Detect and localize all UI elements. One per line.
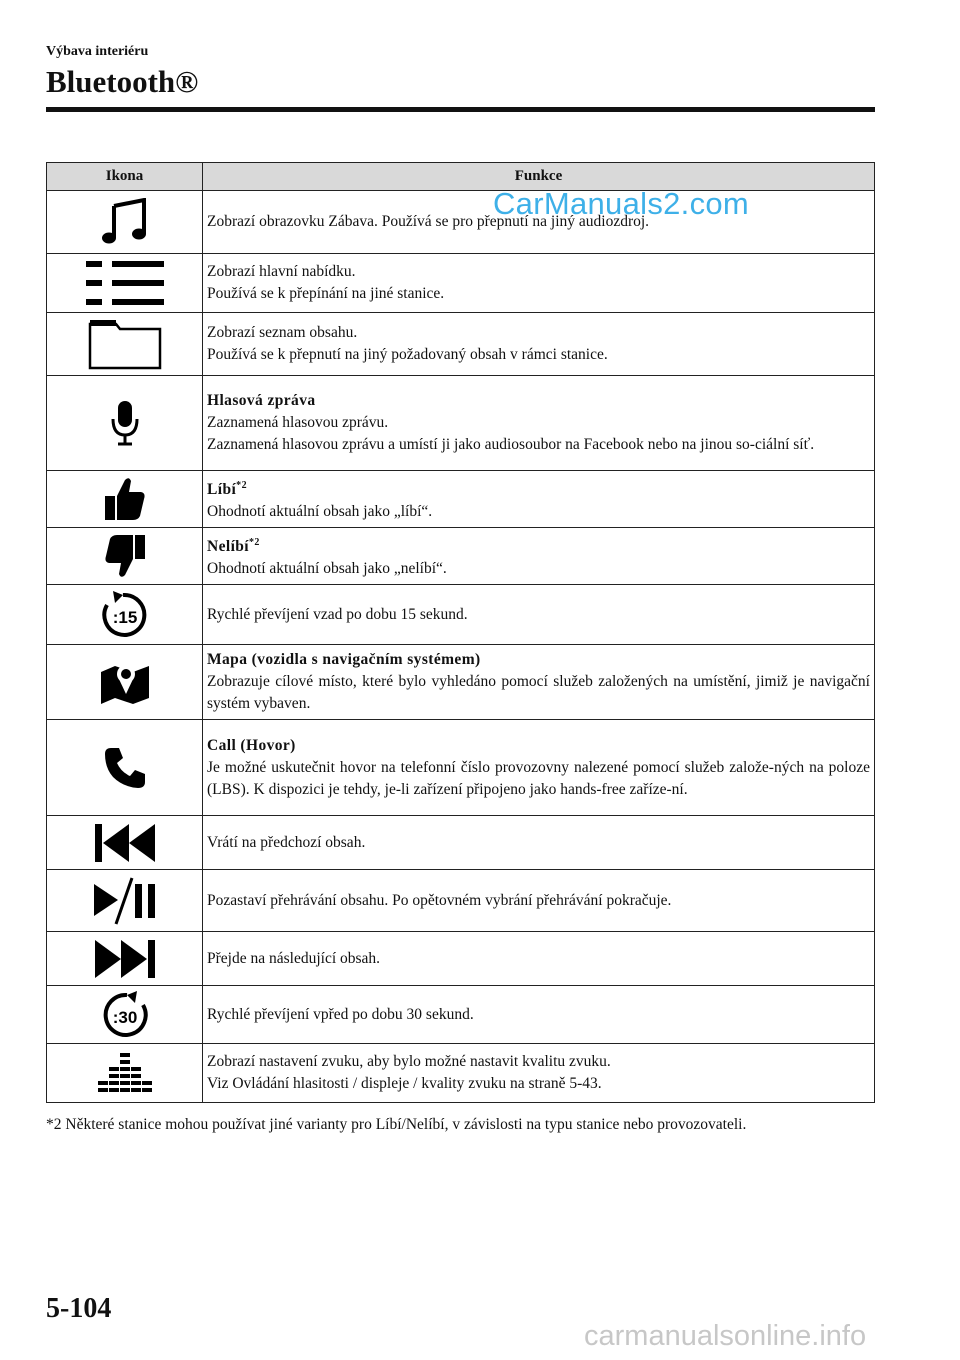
row-heading bbox=[207, 475, 870, 501]
row-description bbox=[203, 870, 875, 932]
page-title: Bluetooth® bbox=[46, 64, 199, 99]
icon-cell bbox=[47, 585, 203, 645]
description-line: Viz Ovládání hlasitosti / displeje / kvality zvuku na straně 5-43. bbox=[207, 1075, 602, 1093]
phone-icon bbox=[103, 746, 147, 790]
forward-30-label: :30 bbox=[112, 1007, 137, 1027]
next-track-icon bbox=[93, 938, 157, 980]
page-number: 5-104 bbox=[46, 1293, 112, 1324]
row-description bbox=[203, 585, 875, 645]
table-row bbox=[47, 471, 875, 528]
icon-cell bbox=[47, 816, 203, 870]
description-line: Zobrazí obrazovku Zábava. Používá se pro přepnutí na jiný audiozdroj. bbox=[207, 213, 650, 230]
heading-text: Nelíbí bbox=[207, 538, 250, 556]
icon-cell bbox=[47, 313, 203, 376]
carmanuals-watermark: CarManuals2.com bbox=[493, 186, 750, 221]
row-heading: Hlasová zpráva bbox=[207, 392, 316, 409]
description-line: Je možné uskutečnit hovor na telefonní číslo provozovny nalezené pomocí služeb založe-ných na poloze (LBS). K dispozici je tehdy, je-li zařízení připojeno jako hands-free zaříze-ní. bbox=[207, 758, 870, 798]
row-heading: Mapa (vozidla s navigačním systémem) bbox=[207, 651, 481, 669]
table-row bbox=[47, 645, 875, 720]
description-line: Zobrazí nastavení zvuku, aby bylo možné nastavit kvalitu zvuku. bbox=[207, 1053, 611, 1071]
description-line: Rychlé převíjení vpřed po dobu 30 sekund. bbox=[207, 1005, 474, 1023]
table-header-row bbox=[47, 163, 875, 191]
row-heading bbox=[207, 532, 870, 558]
row-description bbox=[203, 254, 875, 313]
table-row bbox=[47, 986, 875, 1044]
row-description bbox=[203, 528, 875, 585]
table-row bbox=[47, 254, 875, 313]
description-line: Přejde na následující obsah. bbox=[207, 949, 381, 967]
icon-function-table bbox=[46, 162, 875, 1103]
row-description bbox=[203, 816, 875, 870]
row-description bbox=[203, 471, 875, 528]
icon-cell bbox=[47, 471, 203, 528]
icon-cell bbox=[47, 191, 203, 254]
footnote: *2 Některé stanice mohou používat jiné varianty pro Líbí/Nelíbí, v závislosti na typu stanice nebo provozovateli. bbox=[46, 1116, 747, 1133]
heading-text: Líbí bbox=[207, 481, 237, 499]
menu-list-icon bbox=[85, 259, 165, 307]
folder-icon bbox=[88, 318, 162, 370]
music-note-icon bbox=[100, 198, 150, 246]
table-row bbox=[47, 932, 875, 986]
footnote-ref: *2 bbox=[236, 480, 247, 491]
table-row bbox=[47, 528, 875, 585]
forward-30-icon bbox=[101, 991, 149, 1039]
row-description bbox=[203, 986, 875, 1044]
row-description bbox=[203, 376, 875, 471]
section-label: Výbava interiéru bbox=[46, 44, 149, 59]
table-row bbox=[47, 816, 875, 870]
icon-cell bbox=[47, 1044, 203, 1103]
description-line: Zaznamená hlasovou zprávu. bbox=[207, 414, 389, 431]
table-row bbox=[47, 313, 875, 376]
row-description bbox=[203, 720, 875, 816]
column-header-function: Funkce bbox=[203, 163, 875, 191]
previous-track-icon bbox=[93, 822, 157, 864]
table-row bbox=[47, 720, 875, 816]
icon-cell bbox=[47, 986, 203, 1044]
icon-cell bbox=[47, 528, 203, 585]
description-line: Ohodnotí aktuální obsah jako „nelíbí“. bbox=[207, 560, 447, 578]
icon-cell bbox=[47, 376, 203, 471]
icon-cell bbox=[47, 720, 203, 816]
thumbs-up-icon bbox=[103, 476, 147, 522]
footer-watermark: carmanualsonline.info bbox=[584, 1320, 867, 1352]
row-description bbox=[203, 932, 875, 986]
description-line: Používá se k přepnutí na jiný požadovaný obsah v rámci stanice. bbox=[207, 346, 608, 363]
thumbs-down-icon bbox=[103, 533, 147, 579]
row-description bbox=[203, 1044, 875, 1103]
description-line: Zobrazuje cílové místo, které bylo vyhledáno pomocí služeb založených na umístění, jimiž je navigační systém vybaven. bbox=[207, 673, 870, 713]
table-row bbox=[47, 376, 875, 471]
rewind-15-icon bbox=[101, 591, 149, 639]
icon-cell bbox=[47, 254, 203, 313]
table-row bbox=[47, 1044, 875, 1103]
title-rule bbox=[46, 107, 875, 112]
description-line: Ohodnotí aktuální obsah jako „líbí“. bbox=[207, 503, 433, 521]
row-description bbox=[203, 313, 875, 376]
map-icon bbox=[99, 658, 151, 706]
row-description bbox=[203, 645, 875, 720]
icon-cell bbox=[47, 870, 203, 932]
table-row bbox=[47, 585, 875, 645]
description-line: Zaznamená hlasovou zprávu a umístí ji jako audiosoubor na Facebook nebo na jinou so-ciální síť. bbox=[207, 436, 815, 453]
description-line: Rychlé převíjení vzad po dobu 15 sekund. bbox=[207, 605, 468, 623]
play-pause-icon bbox=[92, 876, 158, 926]
description-line: Vrátí na předchozí obsah. bbox=[207, 833, 366, 851]
description-line: Zobrazí hlavní nabídku. bbox=[207, 263, 356, 280]
row-heading: Call (Hovor) bbox=[207, 736, 296, 754]
column-header-icon: Ikona bbox=[47, 163, 203, 191]
icon-cell bbox=[47, 932, 203, 986]
description-line: Pozastaví přehrávání obsahu. Po opětovném vybrání přehrávání pokračuje. bbox=[207, 891, 672, 909]
footnote-ref: *2 bbox=[249, 537, 260, 549]
description-line: Zobrazí seznam obsahu. bbox=[207, 324, 358, 341]
table-row bbox=[47, 191, 875, 254]
icon-cell bbox=[47, 645, 203, 720]
description-line: Používá se k přepínání na jiné stanice. bbox=[207, 285, 445, 302]
rewind-15-label: :15 bbox=[112, 607, 137, 627]
sound-settings-icon bbox=[97, 1051, 153, 1095]
table-row bbox=[47, 870, 875, 932]
microphone-icon bbox=[110, 399, 140, 447]
